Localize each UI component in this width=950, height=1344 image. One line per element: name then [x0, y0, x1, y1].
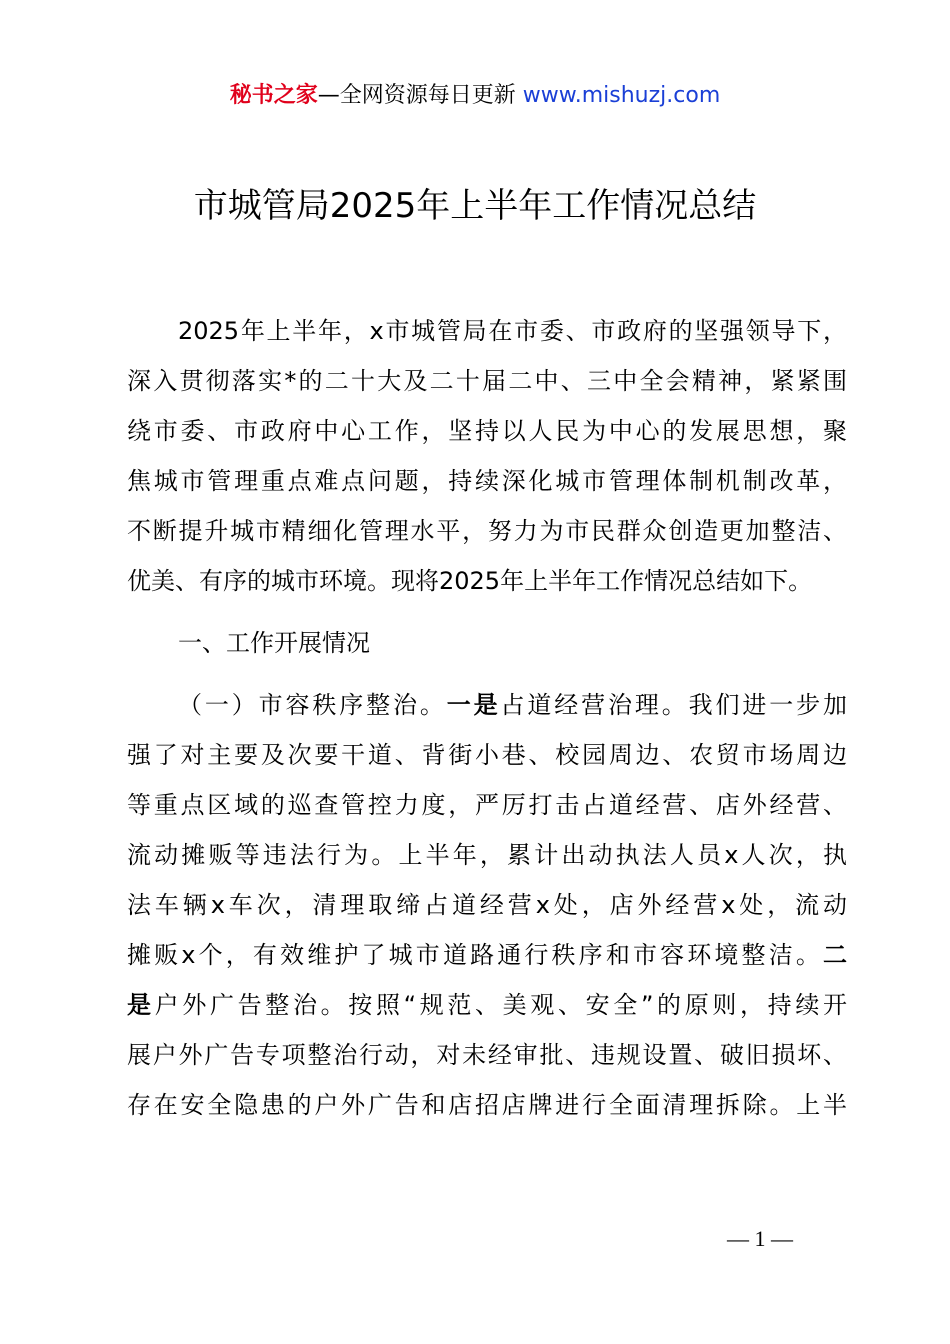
site-url-link[interactable]: www.mishuzj.com: [522, 83, 721, 108]
paragraph-line: 等重点区域的巡查管控力度，严厉打击占道经营、店外经营、: [127, 791, 847, 819]
subsection-paragraph: [127, 680, 847, 1130]
paragraph-line: [127, 980, 847, 1030]
section-heading-block: [127, 618, 847, 668]
bold-marker: 二: [823, 941, 847, 969]
page-number: — 1 —: [727, 1226, 793, 1251]
bold-marker: 一是: [446, 691, 501, 719]
paragraph-line: 绕市委、市政府中心工作，坚持以人民为中心的发展思想，聚: [127, 417, 847, 445]
paragraph-line: 法车辆x车次，清理取缔占道经营x处，店外经营x处，流动: [127, 891, 847, 919]
line-text: 占道经营治理。我们进一步加: [500, 691, 847, 719]
paragraph-line: 焦城市管理重点难点问题，持续深化城市管理体制机制改革，: [127, 467, 847, 495]
paragraph-line: 深入贯彻落实*的二十大及二十届二中、三中全会精神，紧紧围: [127, 367, 847, 395]
section-heading: 一、工作开展情况: [178, 629, 370, 657]
paragraph-line: 流动摊贩等违法行为。上半年，累计出动执法人员x人次，执: [127, 841, 847, 869]
paragraph-line: 强了对主要及次要干道、背街小巷、校园周边、农贸市场周边: [127, 741, 847, 769]
intro-paragraph: [127, 306, 847, 606]
paragraph-line: [127, 930, 847, 980]
paragraph-line: 2025年上半年，x市城管局在市委、市政府的坚强领导下，: [178, 317, 847, 345]
document-title: 市城管局2025年上半年工作情况总结: [193, 186, 757, 226]
site-header: [0, 80, 950, 112]
line-text: 摊贩x个，有效维护了城市道路通行秩序和市容环境整洁。: [127, 941, 823, 969]
brand-name: 秘书之家: [229, 83, 318, 108]
line-text: 户外广告整治。按照“规范、美观、安全”的原则，持续开: [154, 991, 848, 1019]
header-tagline: —全网资源每日更新: [317, 83, 523, 108]
paragraph-line: 展户外广告专项整治行动，对未经审批、违规设置、破旧损坏、: [127, 1041, 847, 1069]
paragraph-line: 优美、有序的城市环境。现将2025年上半年工作情况总结如下。: [127, 567, 813, 595]
paragraph-line: 不断提升城市精细化管理水平，努力为市民群众创造更加整洁、: [127, 517, 847, 545]
subsection-title: （一）市容秩序整治。: [178, 691, 447, 719]
paragraph-line: 存在安全隐患的户外广告和店招店牌进行全面清理拆除。上半: [127, 1091, 847, 1119]
bold-marker: 是: [127, 991, 155, 1019]
paragraph-line: [127, 680, 847, 730]
